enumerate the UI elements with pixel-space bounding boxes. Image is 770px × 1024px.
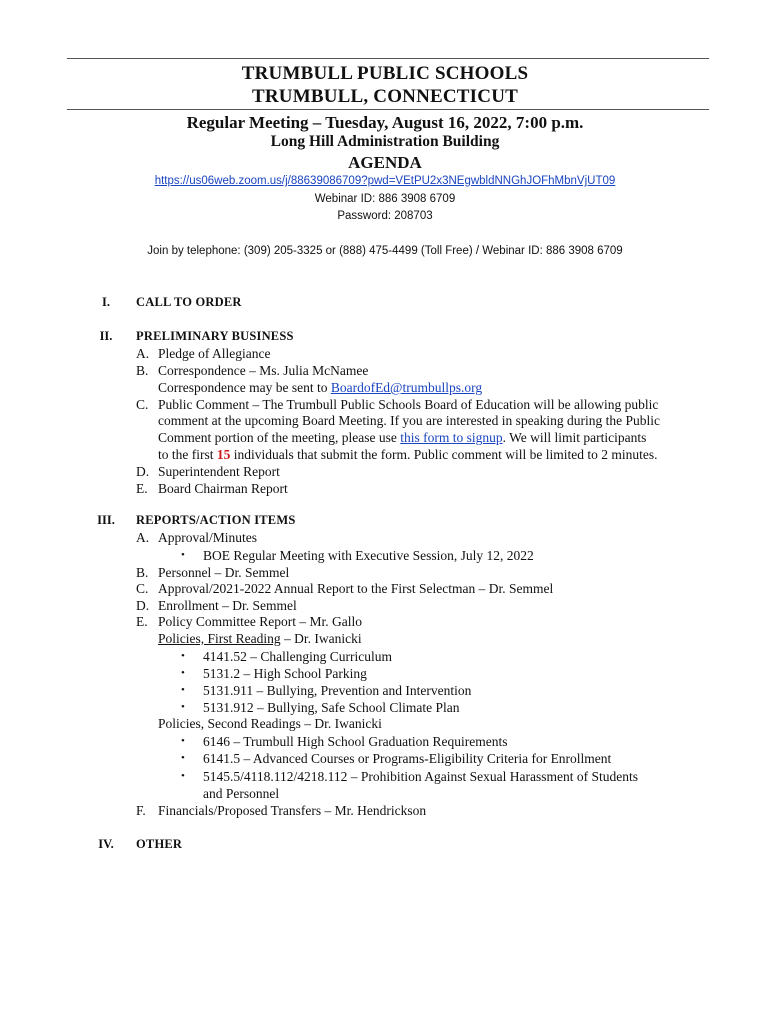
bullet-icon: •: [181, 701, 185, 713]
bullet-icon: •: [181, 752, 185, 764]
first-reading-label: Policies, First Reading: [158, 631, 281, 646]
bullet-icon: •: [181, 650, 185, 662]
item-letter: E.: [136, 614, 148, 629]
line4-prefix: to the first: [158, 447, 217, 462]
zoom-link[interactable]: https://us06web.zoom.us/j/88639086709?pwd=VEtPU2x3NEgwbldNNGhJOFhMbnVjUT09: [154, 175, 616, 187]
correspondence-prefix: Correspondence may be sent to: [158, 380, 331, 395]
item-personnel: Personnel – Dr. Semmel: [158, 565, 290, 580]
webinar-id: Webinar ID: 886 3908 6709: [314, 193, 456, 205]
minutes-bullet: BOE Regular Meeting with Executive Session, July 12, 2022: [203, 548, 534, 563]
item-pledge: Pledge of Allegiance: [158, 346, 271, 361]
header-rule: [67, 109, 709, 110]
item-superintendent-report: Superintendent Report: [158, 464, 280, 479]
item-annual-report: Approval/2021-2022 Annual Report to the First Selectman – Dr. Semmel: [158, 581, 554, 596]
policy-item: 4141.52 – Challenging Curriculum: [203, 649, 392, 664]
line3-suffix: . We will limit participants: [502, 430, 647, 445]
public-comment-line3: [158, 429, 646, 446]
section-numeral: III.: [97, 513, 115, 527]
line4-suffix: individuals that submit the form. Public comment will be limited to 2 minutes.: [230, 447, 658, 462]
section-heading-call-to-order: CALL TO ORDER: [136, 295, 242, 309]
second-reading-heading: Policies, Second Readings – Dr. Iwanicki: [158, 716, 382, 731]
item-correspondence: Correspondence – Ms. Julia McNamee: [158, 363, 369, 378]
policy-item: 5131.2 – High School Parking: [203, 666, 367, 681]
policy-item: 5131.912 – Bullying, Safe School Climate Plan: [203, 700, 460, 715]
correspondence-note: [158, 379, 482, 396]
first-reading-suffix: – Dr. Iwanicki: [280, 631, 362, 646]
item-letter: C.: [136, 397, 149, 412]
item-enrollment: Enrollment – Dr. Semmel: [158, 598, 297, 613]
policy-item: 5131.911 – Bullying, Prevention and Intervention: [203, 683, 472, 698]
signup-form-link[interactable]: this form to signup: [400, 430, 503, 445]
line3-prefix: Comment portion of the meeting, please use: [158, 430, 401, 445]
section-heading-other: OTHER: [136, 837, 183, 851]
policy-item: 5145.5/4118.112/4218.112 – Prohibition Against Sexual Harassment of Students: [203, 769, 638, 784]
public-comment-line1: Public Comment – The Trumbull Public Schools Board of Education will be allowing public: [158, 397, 659, 412]
bullet-icon: •: [181, 549, 185, 561]
item-letter: D.: [136, 598, 150, 613]
policy-item: 6141.5 – Advanced Courses or Programs-Eligibility Criteria for Enrollment: [203, 751, 612, 766]
bullet-icon: •: [181, 770, 185, 782]
section-numeral: I.: [102, 295, 110, 309]
item-letter: B.: [136, 363, 149, 378]
item-letter: F.: [136, 803, 146, 818]
item-approval-minutes: Approval/Minutes: [158, 530, 257, 545]
section-heading-preliminary-business: PRELIMINARY BUSINESS: [136, 329, 294, 343]
public-comment-line2: comment at the upcoming Board Meeting. If you are interested in speaking during the Public: [158, 413, 660, 428]
item-letter: B.: [136, 565, 149, 580]
section-numeral: II.: [99, 329, 113, 343]
item-letter: A.: [136, 346, 150, 361]
org-title: TRUMBULL PUBLIC SCHOOLS: [241, 63, 529, 84]
item-financials: Financials/Proposed Transfers – Mr. Hendrickson: [158, 803, 427, 818]
item-board-chairman-report: Board Chairman Report: [158, 481, 288, 496]
bullet-icon: •: [181, 735, 185, 747]
first-reading-heading: [158, 630, 362, 647]
policy-item: 6146 – Trumbull High School Graduation Requirements: [203, 734, 508, 749]
webinar-password: Password: 208703: [337, 210, 433, 222]
item-letter: E.: [136, 481, 148, 496]
item-letter: C.: [136, 581, 149, 596]
phone-info: Join by telephone: (309) 205-3325 or (888) 475-4499 (Toll Free) / Webinar ID: 886 3908 6709: [147, 245, 623, 257]
participant-limit: 15: [216, 447, 231, 462]
location-title: TRUMBULL, CONNECTICUT: [251, 86, 518, 107]
public-comment-line4: [158, 446, 657, 463]
top-rule: [67, 58, 709, 59]
section-heading-reports-action-items: REPORTS/ACTION ITEMS: [136, 513, 296, 527]
agenda-heading: AGENDA: [348, 153, 422, 172]
bullet-icon: •: [181, 667, 185, 679]
email-link[interactable]: BoardofEd@trumbullps.org: [330, 380, 483, 395]
venue-line: Long Hill Administration Building: [270, 133, 500, 150]
meeting-line: Regular Meeting – Tuesday, August 16, 2022, 7:00 p.m.: [186, 113, 584, 132]
policy-item-continued: and Personnel: [203, 786, 280, 801]
bullet-icon: •: [181, 684, 185, 696]
item-letter: A.: [136, 530, 150, 545]
item-letter: D.: [136, 464, 150, 479]
section-numeral: IV.: [98, 837, 114, 851]
item-policy-committee: Policy Committee Report – Mr. Gallo: [158, 614, 362, 629]
